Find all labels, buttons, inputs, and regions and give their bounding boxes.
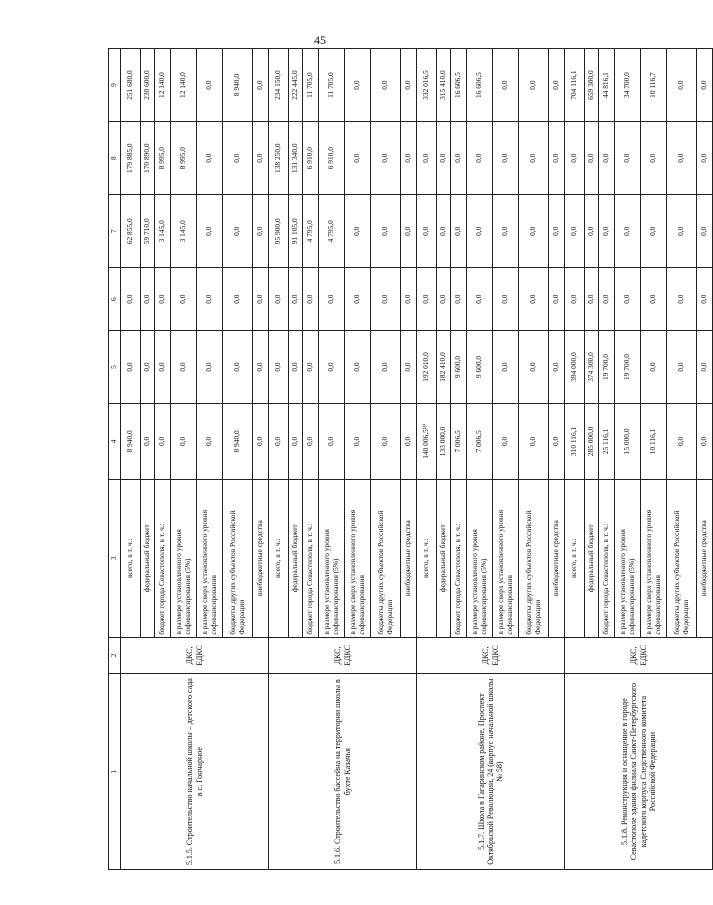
amount-cell: 0,0: [269, 404, 289, 480]
amount-cell: 0,0: [141, 404, 155, 480]
amount-cell: 0,0: [345, 268, 371, 331]
amount-cell: 10 116,1: [641, 404, 667, 480]
project-name-cell: 5.1.6. Строительство бассейна на территории школы в бухте Казачья: [269, 674, 417, 870]
amount-cell: 0,0: [253, 268, 269, 331]
amount-cell: 0,0: [519, 122, 549, 195]
amount-cell: 0,0: [155, 268, 171, 331]
amount-cell: 0,0: [549, 268, 565, 331]
amount-cell: 0,0: [141, 268, 155, 331]
amount-cell: 0,0: [371, 330, 401, 403]
amount-cell: 0,0: [303, 268, 319, 331]
amount-cell: 0,0: [253, 404, 269, 480]
project-name-cell: 5.1.5. Строительство начальной школы – детского сада в с. Гончарное: [121, 674, 269, 870]
amount-cell: 16 606,5: [467, 49, 493, 122]
funding-source-cell: федеральный бюджет: [585, 479, 599, 637]
amount-cell: 7 006,5: [467, 404, 493, 480]
amount-cell: 0,0: [401, 195, 417, 268]
amount-cell: 0,0: [493, 330, 519, 403]
amount-cell: 0,0: [371, 268, 401, 331]
project-name-cell: 5.1.7. Школа в Гагаринском районе, Проспект Октябрьской Революции, 24 (корпус начальной школы № 58): [417, 674, 565, 870]
amount-cell: 0,0: [289, 268, 303, 331]
amount-cell: 0,0: [667, 195, 697, 268]
funding-source-cell: в размере сверх установленного уровня софинансирования: [345, 479, 371, 637]
amount-cell: 251 680,0: [121, 49, 141, 122]
amount-cell: 0,0: [303, 330, 319, 403]
amount-cell: 0,0: [641, 195, 667, 268]
funding-source-cell: бюджеты других субъектов Российской Федерации: [667, 479, 697, 637]
amount-cell: 95 900,0: [269, 195, 289, 268]
amount-cell: 0,0: [519, 404, 549, 480]
funding-source-cell: всего, в т. ч.:: [269, 479, 289, 637]
budget-table: [108, 48, 713, 870]
rotated-table-container: [108, 48, 709, 870]
amount-cell: 0,0: [437, 268, 451, 331]
amount-cell: 3 145,0: [171, 195, 197, 268]
amount-cell: 25 116,1: [599, 404, 615, 480]
project-row: [121, 49, 141, 870]
amount-cell: 91 105,0: [289, 195, 303, 268]
amount-cell: 0,0: [585, 268, 599, 331]
amount-cell: 222 445,0: [289, 49, 303, 122]
funding-source-cell: в размере установленного уровня софинансирования (5%): [467, 479, 493, 637]
amount-cell: 131 340,0: [289, 122, 303, 195]
amount-cell: 0,0: [565, 268, 585, 331]
amount-cell: 0,0: [269, 330, 289, 403]
amount-cell: 8 940,0: [223, 404, 253, 480]
executor-cell: ДКС, ЕДКС: [417, 637, 565, 674]
funding-source-cell: федеральный бюджет: [437, 479, 451, 637]
column-number-cell: 2: [109, 637, 121, 674]
funding-source-cell: бюджеты других субъектов Российской Федерации: [371, 479, 401, 637]
amount-cell: 9 600,0: [467, 330, 493, 403]
amount-cell: 0,0: [493, 268, 519, 331]
budget-table-frame: [108, 48, 709, 870]
amount-cell: 0,0: [697, 330, 713, 403]
amount-cell: 0,0: [641, 122, 667, 195]
column-number-cell: 5: [109, 330, 121, 403]
project-row: [565, 49, 585, 870]
amount-cell: 0,0: [565, 195, 585, 268]
amount-cell: 0,0: [223, 195, 253, 268]
funding-source-cell: всего, в т. ч.:: [121, 479, 141, 637]
amount-cell: 230 600,0: [141, 49, 155, 122]
amount-cell: 0,0: [121, 268, 141, 331]
amount-cell: 0,0: [467, 122, 493, 195]
amount-cell: 0,0: [417, 122, 437, 195]
amount-cell: 0,0: [401, 49, 417, 122]
amount-cell: 332 016,5: [417, 49, 437, 122]
project-name-cell: 5.1.8. Реконструкция и оснащение в городе Севастополе здания филиала Санкт-Петербургского кадетского корпуса Следственного комитета Российской Федерации: [565, 674, 713, 870]
funding-source-cell: всего, в т. ч.:: [417, 479, 437, 637]
amount-cell: 10 116,7: [641, 49, 667, 122]
amount-cell: 0,0: [493, 404, 519, 480]
amount-cell: 15 000,0: [615, 404, 641, 480]
amount-cell: 0,0: [493, 49, 519, 122]
amount-cell: 0,0: [345, 49, 371, 122]
amount-cell: 0,0: [667, 268, 697, 331]
project-row: [417, 49, 437, 870]
column-number-row: [109, 49, 121, 870]
amount-cell: 0,0: [253, 330, 269, 403]
amount-cell: 0,0: [253, 49, 269, 122]
funding-source-cell: в размере установленного уровня софинансирования (5%): [319, 479, 345, 637]
amount-cell: 140 006,5¹⁰: [417, 404, 437, 480]
amount-cell: 8 940,0: [223, 49, 253, 122]
amount-cell: 0,0: [371, 404, 401, 480]
funding-source-cell: в размере установленного уровня софинансирования (5%): [171, 479, 197, 637]
amount-cell: 170 890,0: [141, 122, 155, 195]
amount-cell: 0,0: [197, 122, 223, 195]
amount-cell: 62 855,0: [121, 195, 141, 268]
amount-cell: 0,0: [319, 404, 345, 480]
amount-cell: 0,0: [697, 268, 713, 331]
amount-cell: 0,0: [467, 195, 493, 268]
executor-cell: ДКС, ЕДКС: [121, 637, 269, 674]
amount-cell: 0,0: [451, 195, 467, 268]
funding-source-cell: бюджет города Севастополя, в т. ч.:: [451, 479, 467, 637]
amount-cell: 0,0: [197, 330, 223, 403]
column-number-cell: 3: [109, 479, 121, 637]
column-number-cell: 4: [109, 404, 121, 480]
amount-cell: 0,0: [615, 195, 641, 268]
amount-cell: 0,0: [141, 330, 155, 403]
executor-cell: ДКС, ЕДКС: [565, 637, 713, 674]
amount-cell: 0,0: [615, 268, 641, 331]
amount-cell: 234 150,0: [269, 49, 289, 122]
amount-cell: 0,0: [289, 330, 303, 403]
amount-cell: 0,0: [599, 195, 615, 268]
amount-cell: 0,0: [253, 122, 269, 195]
amount-cell: 138 250,0: [269, 122, 289, 195]
amount-cell: 0,0: [697, 122, 713, 195]
funding-source-cell: в размере установленного уровня софинансирования (5%): [615, 479, 641, 637]
amount-cell: 0,0: [451, 122, 467, 195]
column-number-cell: 6: [109, 268, 121, 331]
funding-source-cell: федеральный бюджет: [289, 479, 303, 637]
amount-cell: 315 410,0: [437, 49, 451, 122]
amount-cell: 0,0: [371, 49, 401, 122]
amount-cell: 0,0: [697, 404, 713, 480]
amount-cell: 0,0: [549, 122, 565, 195]
amount-cell: 0,0: [371, 122, 401, 195]
amount-cell: 44 816,1: [599, 49, 615, 122]
amount-cell: 0,0: [319, 330, 345, 403]
amount-cell: 19 700,0: [599, 330, 615, 403]
amount-cell: 9 600,0: [451, 330, 467, 403]
column-number-cell: 9: [109, 49, 121, 122]
amount-cell: 0,0: [171, 330, 197, 403]
amount-cell: 0,0: [667, 49, 697, 122]
amount-cell: 11 705,0: [319, 49, 345, 122]
amount-cell: 0,0: [585, 122, 599, 195]
amount-cell: 0,0: [303, 404, 319, 480]
amount-cell: 0,0: [197, 404, 223, 480]
amount-cell: 0,0: [289, 404, 303, 480]
amount-cell: 0,0: [585, 195, 599, 268]
amount-cell: 0,0: [417, 195, 437, 268]
amount-cell: 0,0: [615, 122, 641, 195]
amount-cell: 11 705,0: [303, 49, 319, 122]
amount-cell: 0,0: [667, 330, 697, 403]
amount-cell: 0,0: [223, 330, 253, 403]
amount-cell: 8 995,0: [171, 122, 197, 195]
amount-cell: 0,0: [417, 268, 437, 331]
amount-cell: 0,0: [253, 195, 269, 268]
amount-cell: 0,0: [401, 330, 417, 403]
funding-source-cell: всего, в т. ч.:: [565, 479, 585, 637]
amount-cell: 0,0: [155, 404, 171, 480]
amount-cell: 0,0: [519, 268, 549, 331]
column-number-cell: 1: [109, 674, 121, 870]
amount-cell: 0,0: [599, 268, 615, 331]
funding-source-cell: в размере сверх установленного уровня софинансирования: [641, 479, 667, 637]
amount-cell: 0,0: [697, 49, 713, 122]
amount-cell: 285 000,0: [585, 404, 599, 480]
amount-cell: 0,0: [519, 195, 549, 268]
amount-cell: 0,0: [197, 195, 223, 268]
column-number-cell: 8: [109, 122, 121, 195]
amount-cell: 0,0: [121, 330, 141, 403]
amount-cell: 0,0: [345, 195, 371, 268]
amount-cell: 182 410,0: [437, 330, 451, 403]
budget-table-body: [109, 49, 713, 870]
amount-cell: 0,0: [641, 268, 667, 331]
amount-cell: 19 700,0: [615, 330, 641, 403]
funding-source-cell: бюджеты других субъектов Российской Федерации: [223, 479, 253, 637]
amount-cell: 704 116,1: [565, 49, 585, 122]
amount-cell: 0,0: [641, 330, 667, 403]
funding-source-cell: внебюджетные средства: [253, 479, 269, 637]
amount-cell: 0,0: [437, 195, 451, 268]
amount-cell: 0,0: [549, 330, 565, 403]
amount-cell: 0,0: [401, 122, 417, 195]
amount-cell: 0,0: [171, 268, 197, 331]
amount-cell: 0,0: [549, 49, 565, 122]
amount-cell: 0,0: [437, 122, 451, 195]
amount-cell: 0,0: [401, 268, 417, 331]
amount-cell: 0,0: [493, 195, 519, 268]
funding-source-cell: федеральный бюджет: [141, 479, 155, 637]
amount-cell: 0,0: [451, 268, 467, 331]
amount-cell: 6 910,0: [303, 122, 319, 195]
funding-source-cell: в размере сверх установленного уровня софинансирования: [197, 479, 223, 637]
amount-cell: 16 606,5: [451, 49, 467, 122]
project-row: [269, 49, 289, 870]
executor-cell: ДКС, ЕДКС: [269, 637, 417, 674]
amount-cell: 0,0: [223, 122, 253, 195]
amount-cell: 0,0: [667, 404, 697, 480]
amount-cell: 0,0: [401, 404, 417, 480]
amount-cell: 0,0: [519, 49, 549, 122]
amount-cell: 0,0: [599, 122, 615, 195]
amount-cell: 6 910,0: [319, 122, 345, 195]
amount-cell: 4 795,0: [303, 195, 319, 268]
amount-cell: 0,0: [197, 268, 223, 331]
funding-source-cell: бюджет города Севастополя, в т. ч.:: [303, 479, 319, 637]
amount-cell: 0,0: [345, 122, 371, 195]
amount-cell: 0,0: [319, 268, 345, 331]
amount-cell: 0,0: [345, 330, 371, 403]
amount-cell: 133 000,0: [437, 404, 451, 480]
amount-cell: 0,0: [467, 268, 493, 331]
amount-cell: 310 116,1: [565, 404, 585, 480]
column-number-cell: 7: [109, 195, 121, 268]
amount-cell: 179 885,0: [121, 122, 141, 195]
amount-cell: 8 940,0: [121, 404, 141, 480]
funding-source-cell: бюджеты других субъектов Российской Федерации: [519, 479, 549, 637]
amount-cell: 4 795,0: [319, 195, 345, 268]
amount-cell: 0,0: [519, 330, 549, 403]
funding-source-cell: внебюджетные средства: [697, 479, 713, 637]
amount-cell: 8 995,0: [155, 122, 171, 195]
amount-cell: 7 006,5: [451, 404, 467, 480]
page-number: 45: [314, 33, 326, 47]
amount-cell: 0,0: [223, 268, 253, 331]
amount-cell: 0,0: [565, 122, 585, 195]
funding-source-cell: в размере сверх установленного уровня софинансирования: [493, 479, 519, 637]
amount-cell: 0,0: [155, 330, 171, 403]
amount-cell: 0,0: [269, 268, 289, 331]
funding-source-cell: внебюджетные средства: [549, 479, 565, 637]
amount-cell: 0,0: [171, 404, 197, 480]
funding-source-cell: внебюджетные средства: [401, 479, 417, 637]
amount-cell: 3 145,0: [155, 195, 171, 268]
amount-cell: 59 710,0: [141, 195, 155, 268]
amount-cell: 374 300,0: [585, 330, 599, 403]
amount-cell: 12 140,0: [155, 49, 171, 122]
amount-cell: 0,0: [697, 195, 713, 268]
amount-cell: 192 010,0: [417, 330, 437, 403]
funding-source-cell: бюджет города Севастополя, в т. ч.:: [599, 479, 615, 637]
amount-cell: 0,0: [371, 195, 401, 268]
amount-cell: 12 140,0: [171, 49, 197, 122]
amount-cell: 659 300,0: [585, 49, 599, 122]
amount-cell: 0,0: [549, 404, 565, 480]
amount-cell: 34 700,0: [615, 49, 641, 122]
amount-cell: 0,0: [667, 122, 697, 195]
amount-cell: 0,0: [345, 404, 371, 480]
amount-cell: 394 000,0: [565, 330, 585, 403]
amount-cell: 0,0: [549, 195, 565, 268]
amount-cell: 0,0: [197, 49, 223, 122]
funding-source-cell: бюджет города Севастополя, в т. ч.:: [155, 479, 171, 637]
amount-cell: 0,0: [493, 122, 519, 195]
